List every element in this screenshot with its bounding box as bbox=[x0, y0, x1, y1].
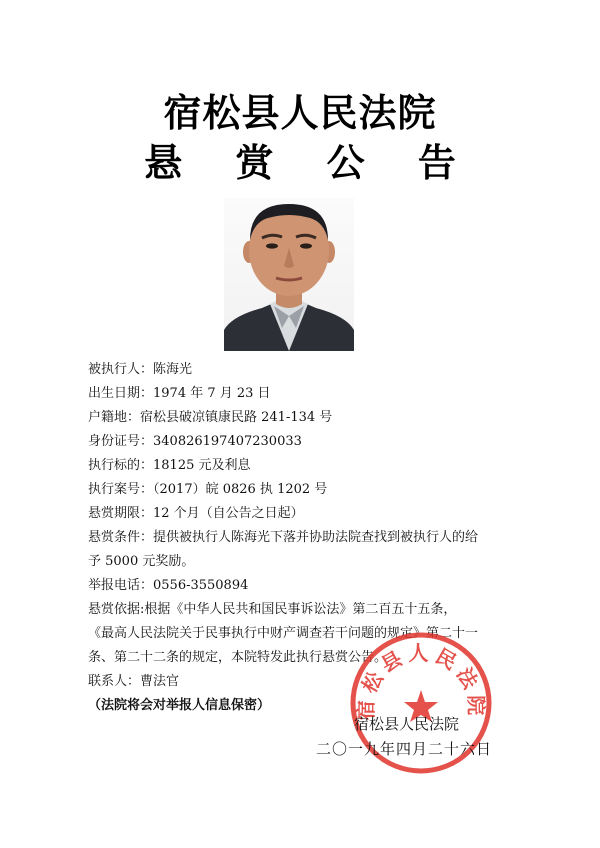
condition-line-2: 予 5000 元奖励。 bbox=[88, 554, 195, 569]
suspect-photo bbox=[224, 198, 354, 351]
basis-line-2: 《最高人民法院关于民事执行中财产调查若干问题的规定》第二十一 bbox=[88, 626, 479, 641]
id-number-line: 身份证号：340826197407230033 bbox=[88, 434, 302, 449]
name-line: 被执行人：陈海光 bbox=[88, 362, 193, 377]
phone-line: 举报电话：0556-3550894 bbox=[88, 578, 249, 593]
basis-line-3: 条、第二十二条的规定，本院特发此执行悬赏公告。 bbox=[88, 650, 388, 665]
birth-date-line: 出生日期：1974 年 7 月 23 日 bbox=[88, 386, 271, 401]
basis-line-1: 悬赏依据:根据《中华人民共和国民事诉讼法》第二百五十五条， bbox=[88, 602, 457, 617]
signature-court: 宿松县人民法院 bbox=[354, 715, 460, 733]
domicile-line: 户籍地：宿松县破凉镇康民路 241-134 号 bbox=[88, 410, 333, 425]
period-line: 悬赏期限：12 个月（自公告之日起） bbox=[88, 506, 304, 521]
svg-text:宿松县人民法院: 宿松县人民法院 bbox=[353, 641, 489, 721]
subject-line: 执行标的：18125 元及利息 bbox=[88, 458, 251, 473]
notice-title: 悬 赏 公 告 bbox=[144, 141, 476, 185]
case-number-line: 执行案号：（2017）皖 0826 执 1202 号 bbox=[88, 482, 328, 497]
confidential-note: （法院将会对举报人信息保密） bbox=[88, 698, 271, 713]
contact-line: 联系人：曹法官 bbox=[88, 674, 180, 689]
signature-date: 二〇一九年四月二十六日 bbox=[316, 740, 493, 758]
condition-line-1: 悬赏条件：提供被执行人陈海光下落并协助法院查找到被执行人的给 bbox=[88, 530, 479, 545]
court-name-title: 宿松县人民法院 bbox=[163, 91, 437, 135]
